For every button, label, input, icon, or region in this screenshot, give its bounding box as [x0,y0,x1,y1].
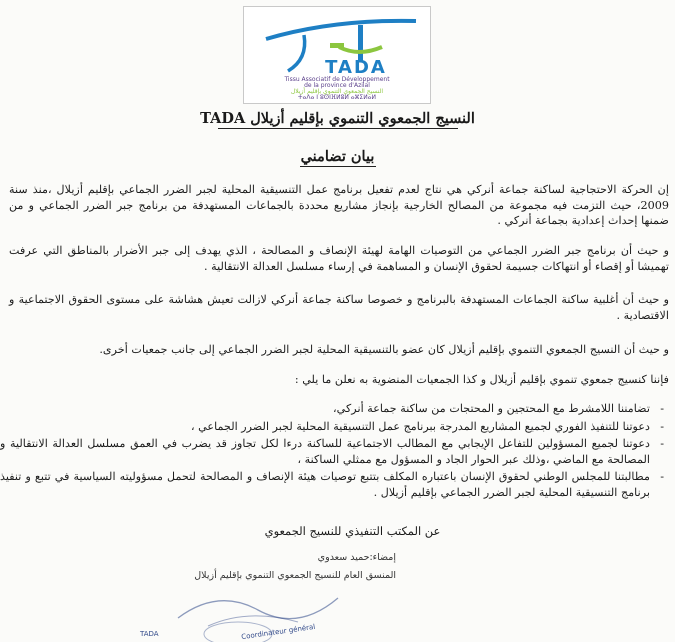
signature-block [148,548,408,642]
signature-org: المنسق العام للنسيج الجمعوي التنموي بإقليم أزيلال [194,570,396,581]
subtitle-underline [300,166,376,167]
title-underline [218,128,458,129]
coordinator-label: Coordinateur général [240,622,316,642]
logo-tagline-tifinagh: ⵜⴰⴷⴰ ⵏ ⵓⵙⵏⴼⵍⵓⵍ ⴰⵣⵉⵍⴰⵍ [297,94,377,101]
list-item: - تضامننا اللامشرط مع المحتجين و المحتجات من ساكنة جماعة أنركي، [0,401,650,417]
logo-box [243,6,431,104]
paragraph-program: و حيث أن برنامج جبر الضرر الجماعي من التوصيات الهامة لهيئة الإنصاف و المصالحة ، الذي يهدف إلى جبر الأضرار بالمناطق التي عرفت تهميشا أو إقصاء أو انتهاكات جسيمة لحقوق الإنسان و المساهمة في إرساء مسلسل العدالة الانتقالية . [9,244,669,273]
list-item: - دعوتنا للتنفيذ الفوري لجميع المشاريع المدرجة ببرنامج عمل التنسيقية المحلية لجبر الضرر الجماعي ، [0,419,650,435]
list-item: - دعوتنا لجميع المسؤولين للتفاعل الإيجابي مع المطالب الاجتماعية للساكنة درءا لكل تجاوز قد يضرب في العمق مسلسل العدالة الانتقالية و المصالحة مع الماضي ،وذلك عبر الحوار الجاد و المسؤول مع ممثلي الساكنة ، [0,436,650,467]
logo-letters: TADA [325,57,387,78]
logo-tagline-fr: Tissu Associatif de Développement [284,76,390,83]
paragraph-population: و حيث أن أغلبية ساكنة الجماعات المستهدفة بالبرنامج و خصوصا ساكنة جماعة أنركي لازالت تعيش هشاشة على مستوى الحقوق الاجتماعية و الاقتصادية . [9,293,669,322]
stamp-text: TADA [140,630,159,638]
demands-list [0,401,675,502]
paragraph-membership: و حيث أن النسيج الجمعوي التنموي بإقليم أزيلال كان عضو بالتنسيقية المحلية لجبر الضرر الجماعي إلى جانب جمعيات أخرى. [99,343,669,356]
document-subtitle: بيان تضامني [300,148,375,165]
document-title: النسيج الجمعوي التنموي بإقليم أزيلال TADA [200,110,475,127]
list-item: - مطالبتنا للمجلس الوطني لحقوق الإنسان باعتباره المكلف بتتبع توصيات هيئة الإنصاف و المصالحة لتحمل مسؤوليته السياسية في تتبع و تنفيذ برنامج التنسيقية المحلية لجبر الضرر الجماعي بإقليم أزيلال . [0,469,650,500]
logo-tagline-fr2: de la province d'Azilal [304,82,370,89]
paragraph-intro: إن الحركة الاحتجاجية لساكنة جماعة أنركي هي نتاج لعدم تفعيل برنامج عمل التنسيقية المحلية لجبر الضرر الجماعي بإقليم أزيلال ،منذ سنة 2009، حيث التزمت فيه مجموعة من المصالح الخارجية بإنجاز مشاريع محددة بالجماعات المستهدفة من برنامج جبر الضرر الجماعي و من ضمنها إحداث إعدادية بجماعة أنركي . [9,183,669,227]
logo-tagline-ar: النسيج الجمعوي التنموي بإقليم أزيلال [290,88,384,95]
signoff: عن المكتب التنفيذي للنسيج الجمعوي [264,524,441,538]
paragraph-declaration: فإننا كنسيج جمعوي تنموي بإقليم أزيلال و كذا الجمعيات المنضوية به نعلن ما يلي : [294,373,669,386]
signature-name: إمضاء:حميد سعدوي [317,552,396,563]
